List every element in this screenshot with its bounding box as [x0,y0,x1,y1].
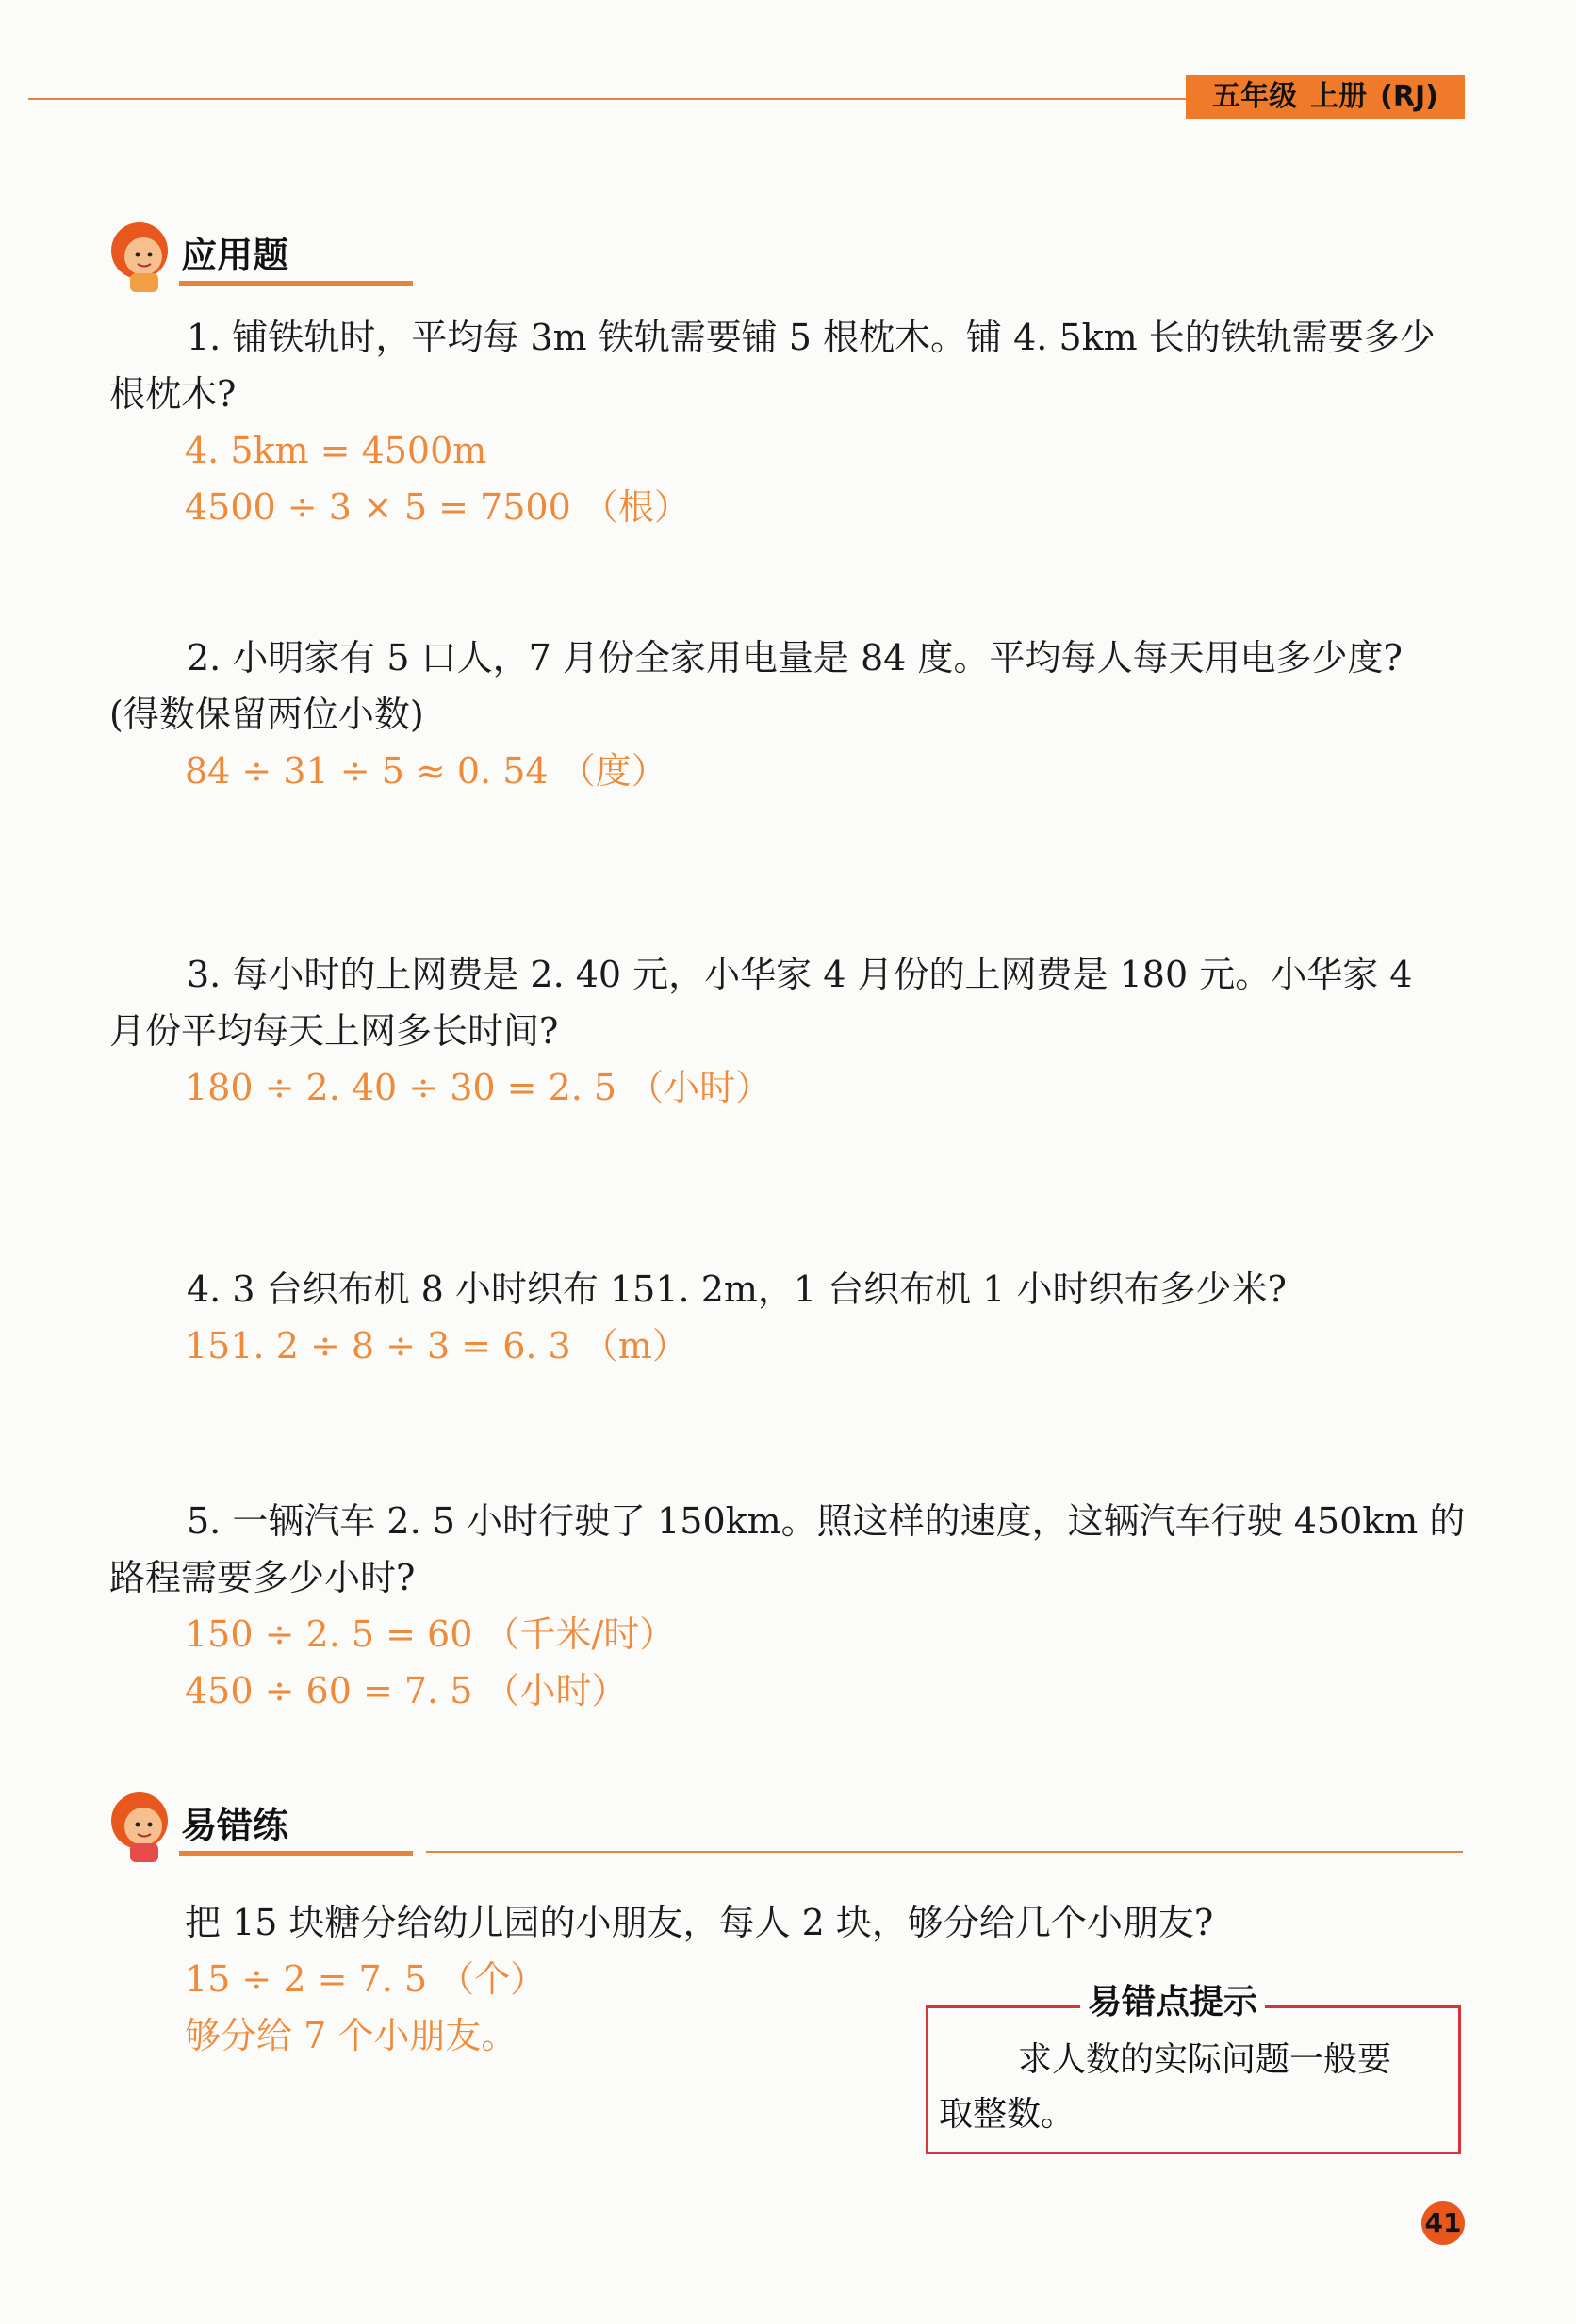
problem-1-answer-2: 4500 ÷ 3 × 5 = 7500 （根） [185,486,690,528]
header-grade: 五年级 [1212,80,1298,113]
header-rule [28,98,1197,100]
problem-1-answer-1: 4. 5km = 4500m [185,430,487,471]
hint-text-line-1: 求人数的实际问题一般要 [1018,2040,1392,2079]
problem-1-line-2: 根枕木? [109,373,237,415]
section-error-practice-title: 易错练 [181,1805,289,1846]
hint-title: 易错点提示 [1080,1979,1265,2026]
header-edition: (RJ) [1380,80,1438,113]
section-error-practice-header [106,1785,1463,1870]
problem-4-answer-1: 151. 2 ÷ 8 ÷ 3 = 6. 3 （m） [185,1325,688,1367]
error-problem-question: 把 15 块糖分给幼儿园的小朋友，每人 2 块，够分给几个小朋友? [185,1902,1214,1943]
mascot-girl-icon [106,1785,187,1866]
problem-3-answer-1: 180 ÷ 2. 40 ÷ 30 = 2. 5 （小时） [185,1067,772,1108]
problem-5-answer-2: 450 ÷ 60 = 7. 5 （小时） [185,1670,628,1711]
problem-5-answer-1: 150 ÷ 2. 5 = 60 （千米/时） [185,1613,676,1655]
error-problem-answer-2: 够分给 7 个小朋友。 [185,2015,517,2056]
problem-1-line-1: 1. 铺铁轨时，平均每 3m 铁轨需要铺 5 根枕木。铺 4. 5km 长的铁轨需要多少 [187,317,1436,358]
page-number: 41 [1421,2201,1465,2245]
problem-4-line-1: 4. 3 台织布机 8 小时织布 151. 2m，1 台织布机 1 小时织布多少米? [187,1268,1287,1310]
section-applied-header [106,215,1463,300]
hint-text-line-2: 取整数。 [939,2095,1075,2134]
section-applied-underline [179,281,413,286]
header-badge [1186,75,1465,119]
mascot-boy-icon [106,215,187,296]
problem-2-line-2: (得数保留两位小数) [109,694,424,735]
section-error-practice-rule [426,1851,1463,1853]
problem-2-answer-1: 84 ÷ 31 ÷ 5 ≈ 0. 54 （度） [185,750,667,792]
section-applied-title: 应用题 [181,235,289,276]
problem-5-line-2: 路程需要多少小时? [109,1557,416,1598]
problem-2-line-1: 2. 小明家有 5 口人，7 月份全家用电量是 84 度。平均每人每天用电多少度? [187,637,1403,679]
problem-3-line-2: 月份平均每天上网多长时间? [109,1010,559,1052]
problem-3-line-1: 3. 每小时的上网费是 2. 40 元，小华家 4 月份的上网费是 180 元。小华家 4 [187,954,1413,995]
problem-5-line-1: 5. 一辆汽车 2. 5 小时行驶了 150km。照这样的速度，这辆汽车行驶 450km 的 [187,1500,1466,1542]
header-volume: 上册 [1310,80,1368,113]
error-problem-answer-1: 15 ÷ 2 = 7. 5 （个） [185,1958,547,2000]
section-error-practice-underline [179,1851,413,1856]
